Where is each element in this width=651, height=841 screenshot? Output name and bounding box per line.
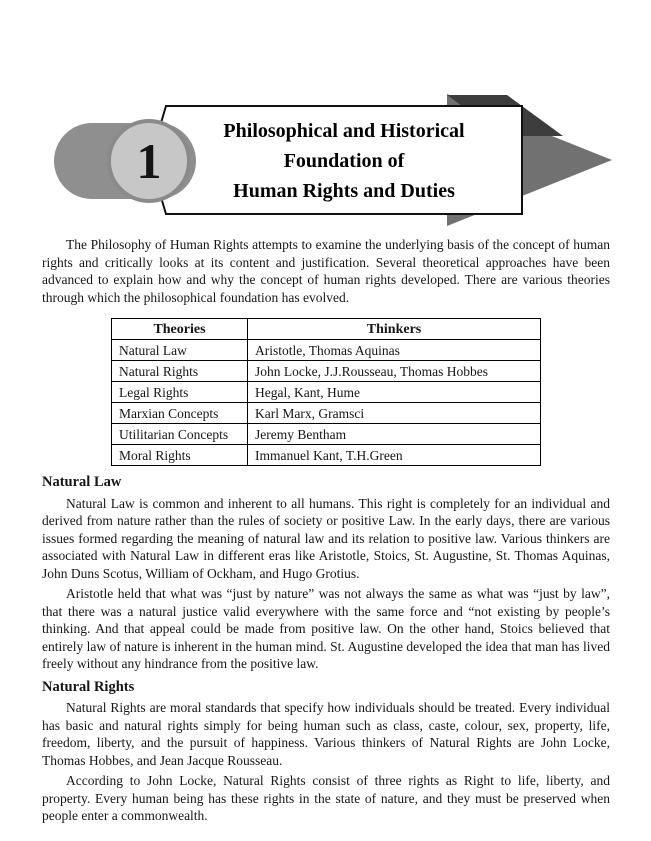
chapter-title-line-2: Foundation of: [283, 150, 405, 172]
table-row: [112, 424, 541, 445]
table-header-row: [112, 319, 541, 340]
theory-cell: Natural Law: [112, 340, 248, 361]
theory-cell: Moral Rights: [112, 445, 248, 466]
theory-cell: Marxian Concepts: [112, 403, 248, 424]
theories-column-header: Theories: [112, 319, 248, 340]
chapter-title-line-3: Human Rights and Duties: [233, 180, 455, 202]
table-row: [112, 403, 541, 424]
natural-rights-paragraph-1: Natural Rights are moral standards that specify how individuals should be treated. Every individual has basic and natural rights simply for being human such as class, caste, colour, sex, property, life, freedom, liberty, and the pursuit of happiness. Various thinkers of Natural Rights are John Locke, Thomas Hobbes, and Jean Jacque Rousseau.: [42, 700, 610, 768]
thinkers-cell: Aristotle, Thomas Aquinas: [248, 340, 541, 361]
thinkers-cell: Jeremy Bentham: [248, 424, 541, 445]
chapter-title: [168, 116, 520, 206]
page-content: [42, 236, 610, 828]
thinkers-cell: John Locke, J.J.Rousseau, Thomas Hobbes: [248, 361, 541, 382]
table-row: [112, 340, 541, 361]
section-heading-natural-law: Natural Law: [42, 474, 122, 490]
natural-rights-paragraph-2: According to John Locke, Natural Rights consist of three rights as Right to life, liberty, and property. Every human being has these rights in the state of nature, and they must be preserved when people enter a commonwealth.: [42, 773, 610, 823]
table-row: [112, 382, 541, 403]
natural-law-paragraph-2: Aristotle held that what was “just by nature” was not always the same as what was “just by law”, that there was a natural justice valid everywhere with the same force and “not existing by people’s thinking. And that appeal could be made from positive law. On the other hand, Stoics believed that entirely law of nature is inherent in the human mind. St. Augustine developed the idea that man has lived freely without any hindrance from the positive law.: [42, 586, 610, 671]
intro-paragraph: The Philosophy of Human Rights attempts to examine the underlying basis of the concept of human rights and critically looks at its content and justification. Several theoretical approaches have been advanced to explain how and why the concept of human rights developed. There are various theories through which the philosophical foundation has evolved.: [42, 237, 610, 305]
chapter-title-line-1: Philosophical and Historical: [223, 120, 465, 142]
theory-cell: Natural Rights: [112, 361, 248, 382]
theories-thinkers-table: [111, 318, 541, 466]
theory-cell: Utilitarian Concepts: [112, 424, 248, 445]
thinkers-column-header: Thinkers: [248, 319, 541, 340]
thinkers-cell: Immanuel Kant, T.H.Green: [248, 445, 541, 466]
table-row: [112, 445, 541, 466]
table-row: [112, 361, 541, 382]
chapter-number: 1: [136, 133, 162, 189]
theory-cell: Legal Rights: [112, 382, 248, 403]
chapter-header: [0, 90, 651, 230]
section-heading-natural-rights: Natural Rights: [42, 678, 135, 695]
thinkers-cell: Karl Marx, Gramsci: [248, 403, 541, 424]
thinkers-cell: Hegal, Kant, Hume: [248, 382, 541, 403]
natural-law-paragraph-1: Natural Law is common and inherent to all humans. This right is completely for an individual and derived from nature rather than the rules of society or positive Law. In the early days, there are various issues formed regarding the meaning of natural law and its relation to positive law. Various thinkers are associated with Natural Law in different eras like Aristotle, Stoics, St. Augustine, St. Thomas Aquinas, John Duns Scotus, William of Ockham, and Hugo Grotius.: [42, 495, 610, 581]
